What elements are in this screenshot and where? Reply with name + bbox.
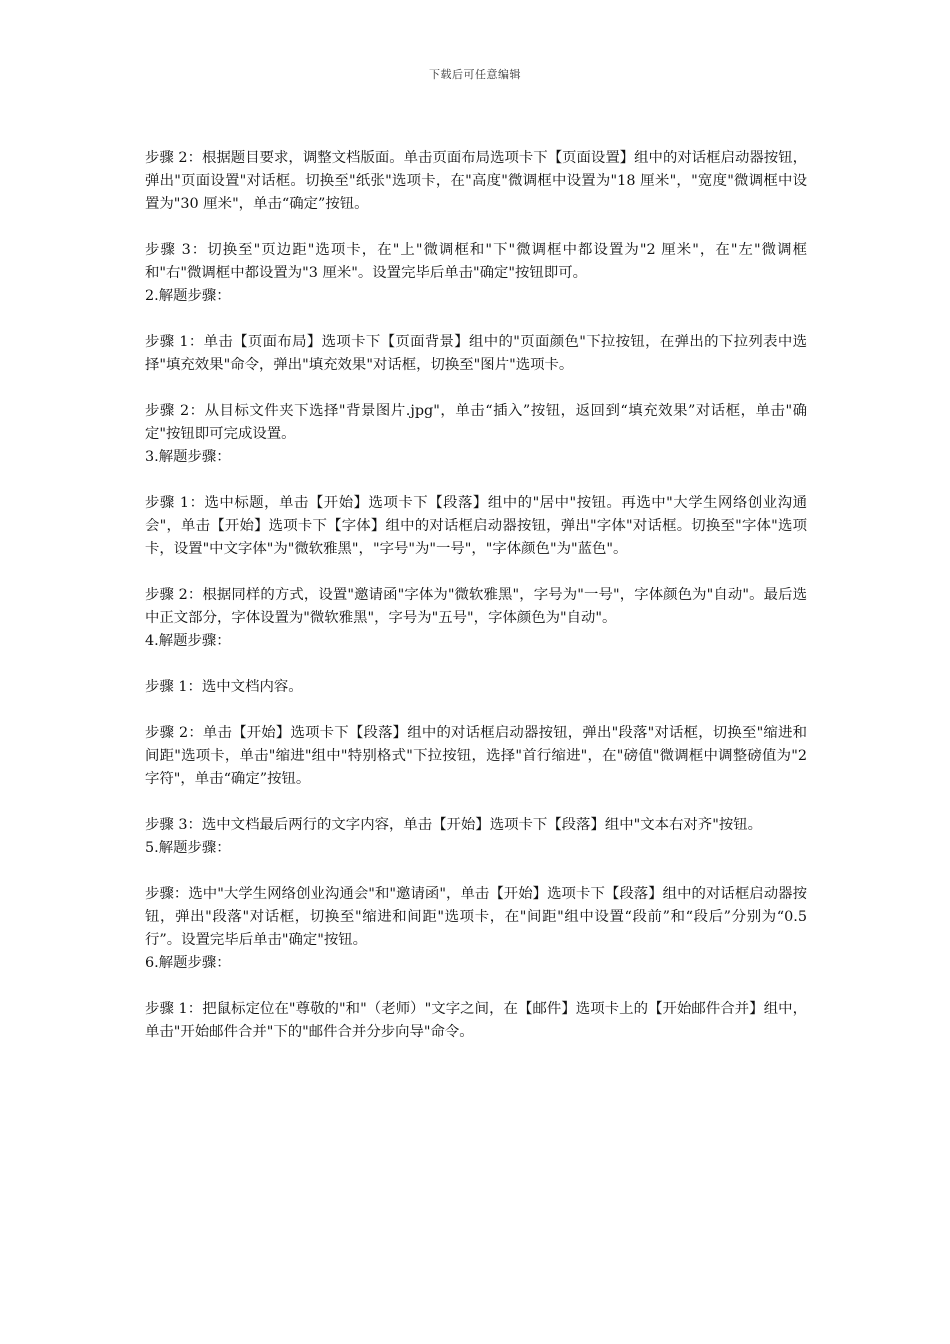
- paragraph: 步骤 1：单击【页面布局】选项卡下【页面背景】组中的"页面颜色"下拉按钮，在弹出的下拉列表中选择"填充效果"命令，弹出"填充效果"对话框，切换至"图片"选项卡。: [145, 334, 807, 373]
- page-header: 下载后可任意编辑: [429, 68, 521, 81]
- section-heading: 4.解题步骤：: [145, 633, 231, 649]
- paragraph: 步骤 2：单击【开始】选项卡下【段落】组中的对话框启动器按钮，弹出"段落"对话框，切换至"缩进和间距"选项卡，单击"缩进"组中"特别格式"下拉按钮，选择"首行缩进"，在"磅值"微调框中调整磅值为"2 字符"，单击“确定”按钮。: [145, 725, 807, 787]
- paragraph: 步骤 2：根据同样的方式，设置"邀请函"字体为"微软雅黑"，字号为"一号"，字体颜色为"自动"。最后选中正文部分，字体设置为"微软雅黑"，字号为"五号"，字体颜色为"自动"。: [145, 587, 807, 626]
- section-heading: 3.解题步骤：: [145, 449, 231, 465]
- paragraph: 步骤 1：把鼠标定位在"尊敬的"和"（老师）"文字之间，在【邮件】选项卡上的【开始邮件合并】组中，单击"开始邮件合并"下的"邮件合并分步向导"命令。: [145, 1001, 807, 1040]
- paragraph: 步骤：选中"大学生网络创业沟通会"和"邀请函"，单击【开始】选项卡下【段落】组中的对话框启动器按钮，弹出"段落"对话框，切换至"缩进和间距"选项卡，在"间距"组中设置“段前”和“段后”分别为“0.5 行”。设置完毕后单击"确定"按钮。: [145, 886, 807, 948]
- document-body: [145, 147, 807, 1044]
- paragraph: 步骤 1：选中标题，单击【开始】选项卡下【段落】组中的"居中"按钮。再选中"大学生网络创业沟通会"，单击【开始】选项卡下【字体】组中的对话框启动器按钮，弹出"字体"对话框。切换至"字体"选项卡，设置"中文字体"为"微软雅黑"，"字号"为"一号"，"字体颜色"为"蓝色"。: [145, 495, 807, 557]
- paragraph: 步骤 1：选中文档内容。: [145, 679, 303, 695]
- paragraph: 步骤 2：根据题目要求，调整文档版面。单击页面布局选项卡下【页面设置】组中的对话框启动器按钮，弹出"页面设置"对话框。切换至"纸张"选项卡，在"高度"微调框中设置为"18 厘米"，"宽度"微调框中设置为"30 厘米"，单击“确定”按钮。: [145, 150, 807, 212]
- section-heading: 5.解题步骤：: [145, 840, 231, 856]
- section-heading: 6.解题步骤：: [145, 955, 231, 971]
- paragraph: 步骤 3：切换至"页边距"选项卡，在"上"微调框和"下"微调框中都设置为"2 厘米"，在"左"微调框和"右"微调框中都设置为"3 厘米"。设置完毕后单击"确定"按钮即可。: [145, 242, 807, 281]
- paragraph: 步骤 2：从目标文件夹下选择"背景图片.jpg"，单击“插入”按钮，返回到“填充效果”对话框，单击"确定"按钮即可完成设置。: [145, 403, 807, 442]
- paragraph: 步骤 3：选中文档最后两行的文字内容，单击【开始】选项卡下【段落】组中"文本右对齐"按钮。: [145, 817, 762, 833]
- section-heading: 2.解题步骤：: [145, 288, 231, 304]
